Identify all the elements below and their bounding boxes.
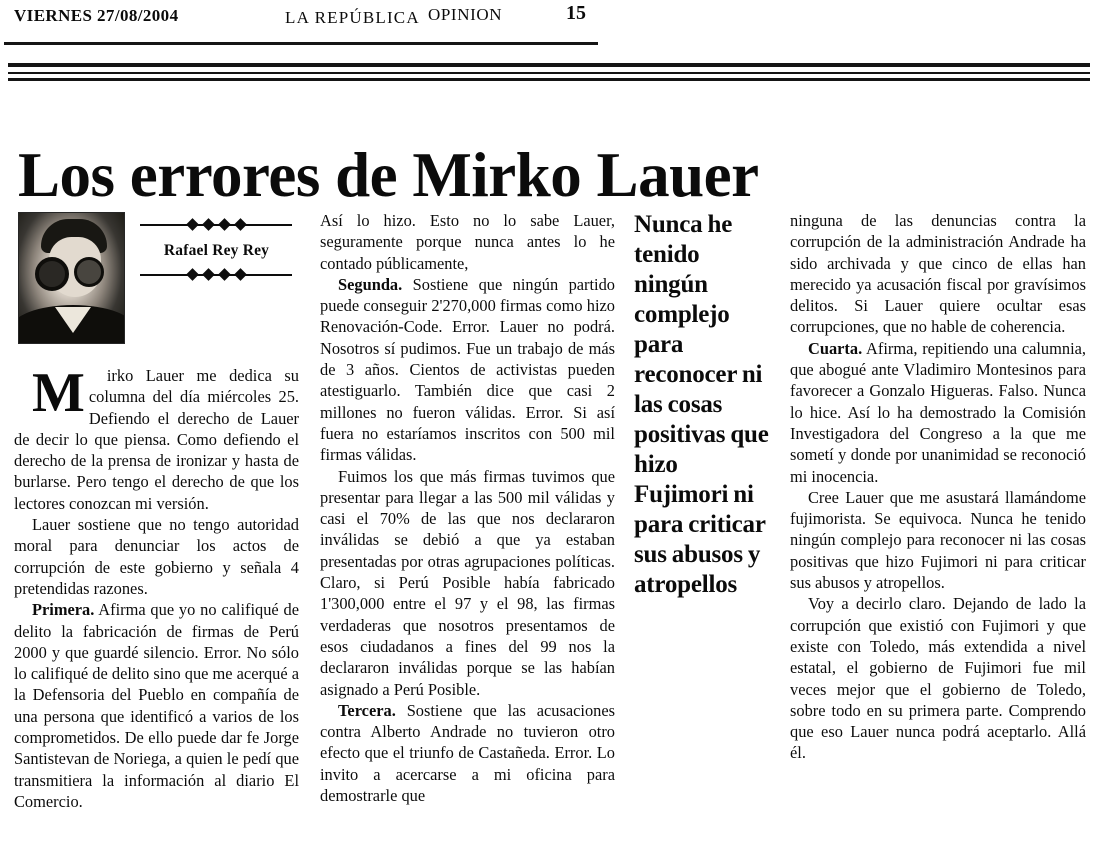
- ornament-bottom-icon: [140, 270, 292, 279]
- divider-rule-1: [8, 63, 1090, 67]
- paragraph: [320, 210, 615, 274]
- author-portrait-photo: [18, 212, 125, 344]
- author-block: [14, 210, 299, 355]
- paragraph-text: Lauer sostiene que no tengo autoridad moral para denunciar los actos de corrupción de este gobierno y señala 4 pretendidas razones.: [14, 515, 299, 598]
- ornament-top-icon: [140, 220, 292, 229]
- article-column-4: [790, 210, 1086, 764]
- paragraph: [14, 514, 299, 599]
- paragraph: [790, 210, 1086, 338]
- masthead-date: VIERNES 27/08/2004: [14, 6, 179, 25]
- paragraph: [790, 487, 1086, 593]
- paragraph-text: Afirma que yo no califiqué de delito la fabricación de firmas de Perú 2000 y que guardé silencio. Error. No sólo lo califiqué de delito sino que me acerqué a la Defensoria del Pueblo en compañía de una persona que identificó a varios de los comprometidos. De ello puede dar fe Jorge Santistevan de Noriega, a quien le pedí que transmitiera la información al diario El Comercio.: [14, 600, 299, 811]
- paragraph-lead-in: Tercera.: [338, 700, 396, 720]
- paragraph-text: Voy a decirlo claro. Dejando de lado la corrupción que existió con Fujimori y que existe con Toledo, más extendida a nivel estatal, el gobierno de Fujimori fue mil veces mejor que el gobierno de Toledo, sobre todo en su primera parte. Comprendo que eso Lauer nunca podrá aceptarlo. Allá él.: [790, 594, 1086, 763]
- masthead-page-number: 15: [566, 2, 586, 24]
- drop-cap: M: [32, 362, 85, 424]
- article-column-3: [634, 210, 774, 600]
- paragraph-lead-in: Segunda.: [338, 274, 403, 294]
- pull-quote: Nunca he tenido ningún complejo para reconocer ni las cosas positivas que hizo Fujimori ni para criticar sus abusos y atropellos: [634, 211, 769, 598]
- paragraph-text: Fuimos los que más firmas tuvimos que presentar para llegar a las 500 mil válidas y casi el 70% de las que nos declararon inválidas se debió a que ya estaban presentadas por otras agrupaciones políticas. Claro, si Perú Posible había fabricado 1'300,000 entre el 97 y el 98, las firmas verdaderas que nosotros presentamos de esos ciudadanos a fines del 99 nos la declararon inválidas porque se las habían asignado a Perú Posible.: [320, 466, 615, 699]
- paragraph-lead-in: Cuarta.: [808, 338, 863, 358]
- paragraph-text: Cree Lauer que me asustará llamándome fujimorista. Se equivoca. Nunca he tenido ningún complejo para reconocer ni las cosas positivas que hizo Fujimori ni para criticar sus abusos y atropellos.: [790, 487, 1086, 593]
- author-byline: Rafael Rey Rey: [163, 242, 270, 259]
- paragraph: [320, 466, 615, 700]
- paragraph-text: Sostiene que ningún partido puede conseguir 2'270,000 firmas como hizo Renovación-Code. Error. Lauer no podrá. Nosotros sí pudimos. Fue un trabajo de más de 3 años. Cientos de activistas pueden atestiguarlo. También dice que casi 2 millones no fueron válidas. Error. Si así fuera no estaríamos inscritos con 500 mil firmas válidas.: [320, 274, 615, 465]
- paragraph: [790, 338, 1086, 487]
- paragraph-text: irko Lauer me dedica su columna del día miércoles 25. Defiendo el derecho de Lauer de decir lo que piensa. Como defiendo el derecho de la prensa de ironizar y hasta de burlarse. Pero tengo el derecho de que los lectores conozcan mi versión.: [14, 366, 299, 513]
- masthead-rule-top: [4, 42, 598, 45]
- article-column-1: [14, 210, 299, 812]
- paragraph-text: ninguna de las denuncias contra la corrupción de la administración Andrade ha sido archivada y que cinco de ellas han merecido ya acusación fiscal por gravísimos delitos. Si Lauer quiere ocultar esas corrupciones, que no hable de coherencia.: [790, 211, 1086, 337]
- paragraph: [790, 593, 1086, 763]
- article-headline: Los errores de Mirko Lauer: [18, 140, 759, 211]
- paragraph: [320, 700, 615, 806]
- paragraph: [14, 362, 299, 514]
- masthead-section: OPINION: [428, 5, 503, 24]
- divider-rule-3: [8, 78, 1090, 81]
- masthead-paper-name: LA REPÚBLICA: [285, 8, 420, 27]
- paragraph-text: Sostiene que las acusaciones contra Alberto Andrade no tuvieron otro efecto que el triunfo de Castañeda. Error. Lo invito a acercarse a mi oficina para demostrarle que: [320, 700, 615, 806]
- article-column-2: [320, 210, 615, 806]
- paragraph-text: Afirma, repitiendo una calumnia, que abogué ante Vladimiro Montesinos para favorecer a Gonzalo Higueras. Falso. Nunca lo hice. Así lo ha demostrado la Comisión Investigadora del Congreso a la que me sometí y donde por unanimidad se reconoció mi inocencia.: [790, 338, 1086, 486]
- paragraph: [320, 274, 615, 466]
- paragraph: [14, 599, 299, 812]
- paragraph-lead-in: Primera.: [32, 600, 95, 620]
- paragraph-text: Así lo hizo. Esto no lo sabe Lauer, seguramente porque nunca antes lo he contado públicamente,: [320, 211, 615, 273]
- divider-rule-2: [8, 72, 1090, 74]
- masthead: [0, 0, 1100, 46]
